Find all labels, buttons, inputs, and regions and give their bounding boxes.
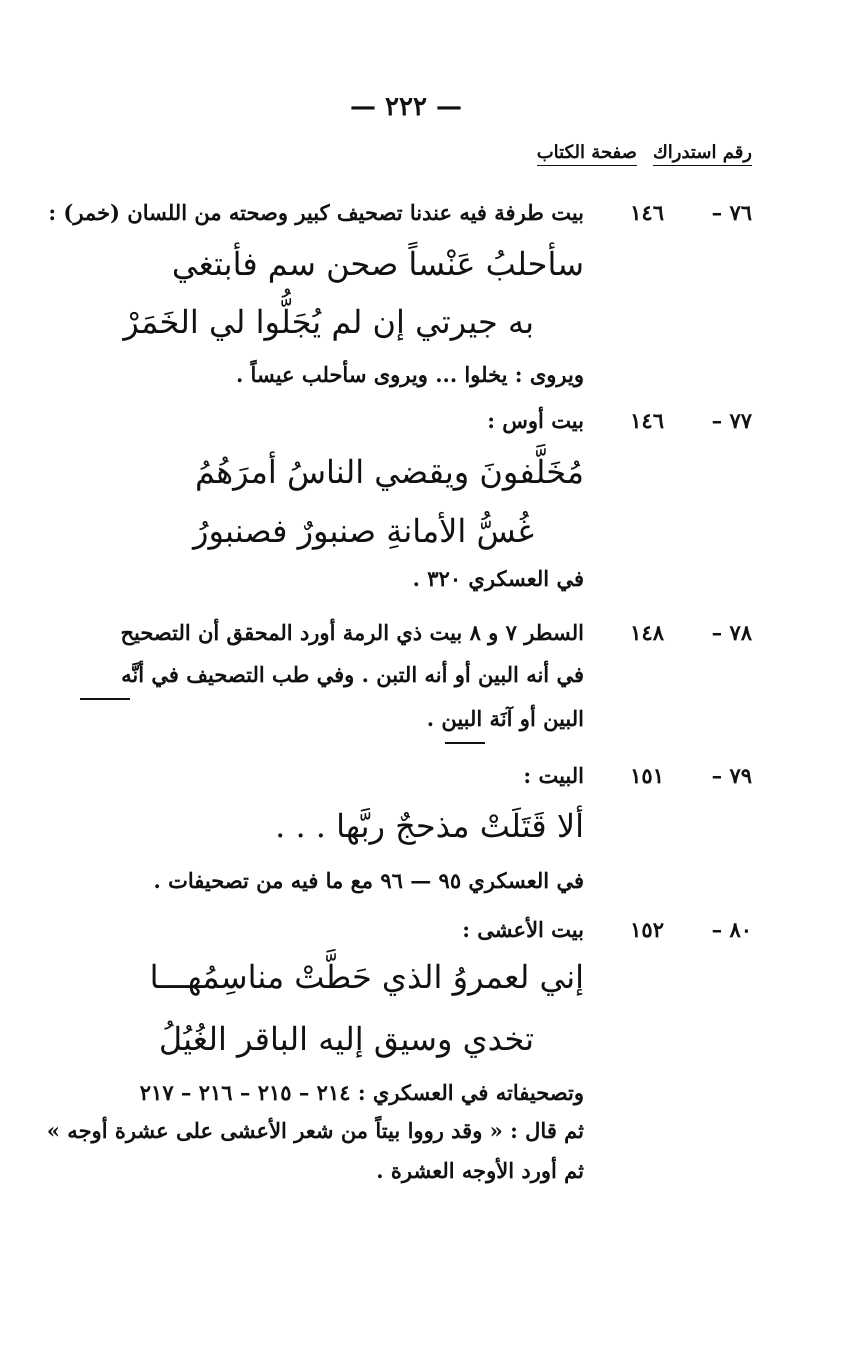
entry-line: البين أو آنَة البين .	[426, 706, 584, 731]
entry-number: ٨٠ –	[711, 917, 752, 942]
underline-mark	[80, 698, 130, 700]
verse-line: مُخَلَّفونَ ويقضي الناسُ أمرَهُمُ	[194, 453, 584, 491]
entry-number: ٧٨ –	[711, 620, 752, 645]
entry-text: بيت أوس :	[487, 408, 584, 433]
entry-line: ثم أورد الأوجه العشرة .	[376, 1158, 584, 1183]
entry-note: ويروى : يخلوا ... ويروى سأحلب عيساً .	[235, 362, 584, 387]
verse-line: به جيرتي إن لم يُجَلُّوا لي الخَمَرْ	[123, 303, 534, 341]
entry-text: بيت الأعشى :	[462, 917, 584, 942]
entry-line: ثم قال : « وقد رووا بيتاً من شعر الأعشى على عشرة أوجه »	[46, 1118, 584, 1143]
entry-line: في أنه البين أو أنه التبن . وفي طب التصحيف في أنَّه	[121, 662, 584, 687]
column-header	[537, 142, 752, 166]
entry-page: ١٤٦	[630, 200, 664, 225]
entry-page: ١٤٦	[630, 408, 664, 433]
entry-note: في العسكري ٣٢٠ .	[412, 566, 584, 591]
header-col-page: صفحة الكتاب	[537, 142, 637, 166]
header-col-number: رقم استدراك	[653, 142, 752, 166]
entry-text: بيت طرفة فيه عندنا تصحيف كبير وصحته من اللسان (خمر) :	[48, 200, 584, 225]
entry-page: ١٥١	[630, 763, 664, 788]
entry-number: ٧٧ –	[711, 408, 752, 433]
entry-number: ٧٩ –	[711, 763, 752, 788]
verse-line: سأحلبُ عَنْساً صحن سم فأبتغي	[171, 245, 584, 283]
entry-note: في العسكري ٩٥ — ٩٦ مع ما فيه من تصحيفات .	[153, 868, 584, 893]
entry-page: ١٤٨	[630, 620, 664, 645]
entry-text: البيت :	[523, 763, 584, 788]
verse-line: تخدي وسيق إليه الباقر الغُيُلُ	[158, 1020, 534, 1058]
entry-line: السطر ٧ و ٨ بيت ذي الرمة أورد المحقق أن التصحيح	[120, 620, 584, 645]
verse-line: ألا قَتَلَتْ مذحجٌ ربَّها . . .	[275, 807, 584, 845]
entry-page: ١٥٢	[630, 917, 664, 942]
entry-line: وتصحيفاته في العسكري : ٢١٤ – ٢١٥ – ٢١٦ – ٢١٧	[139, 1080, 584, 1105]
verse-line: غُسُّ الأمانةِ صنبورٌ فصنبورُ	[193, 512, 534, 550]
underline-mark	[445, 742, 485, 744]
page-number: — ٢٢٢ —	[349, 92, 463, 122]
entry-number: ٧٦ –	[711, 200, 752, 225]
verse-line: إني لعمروُ الذي حَطَّتْ مناسِمُهـــا	[149, 958, 584, 996]
